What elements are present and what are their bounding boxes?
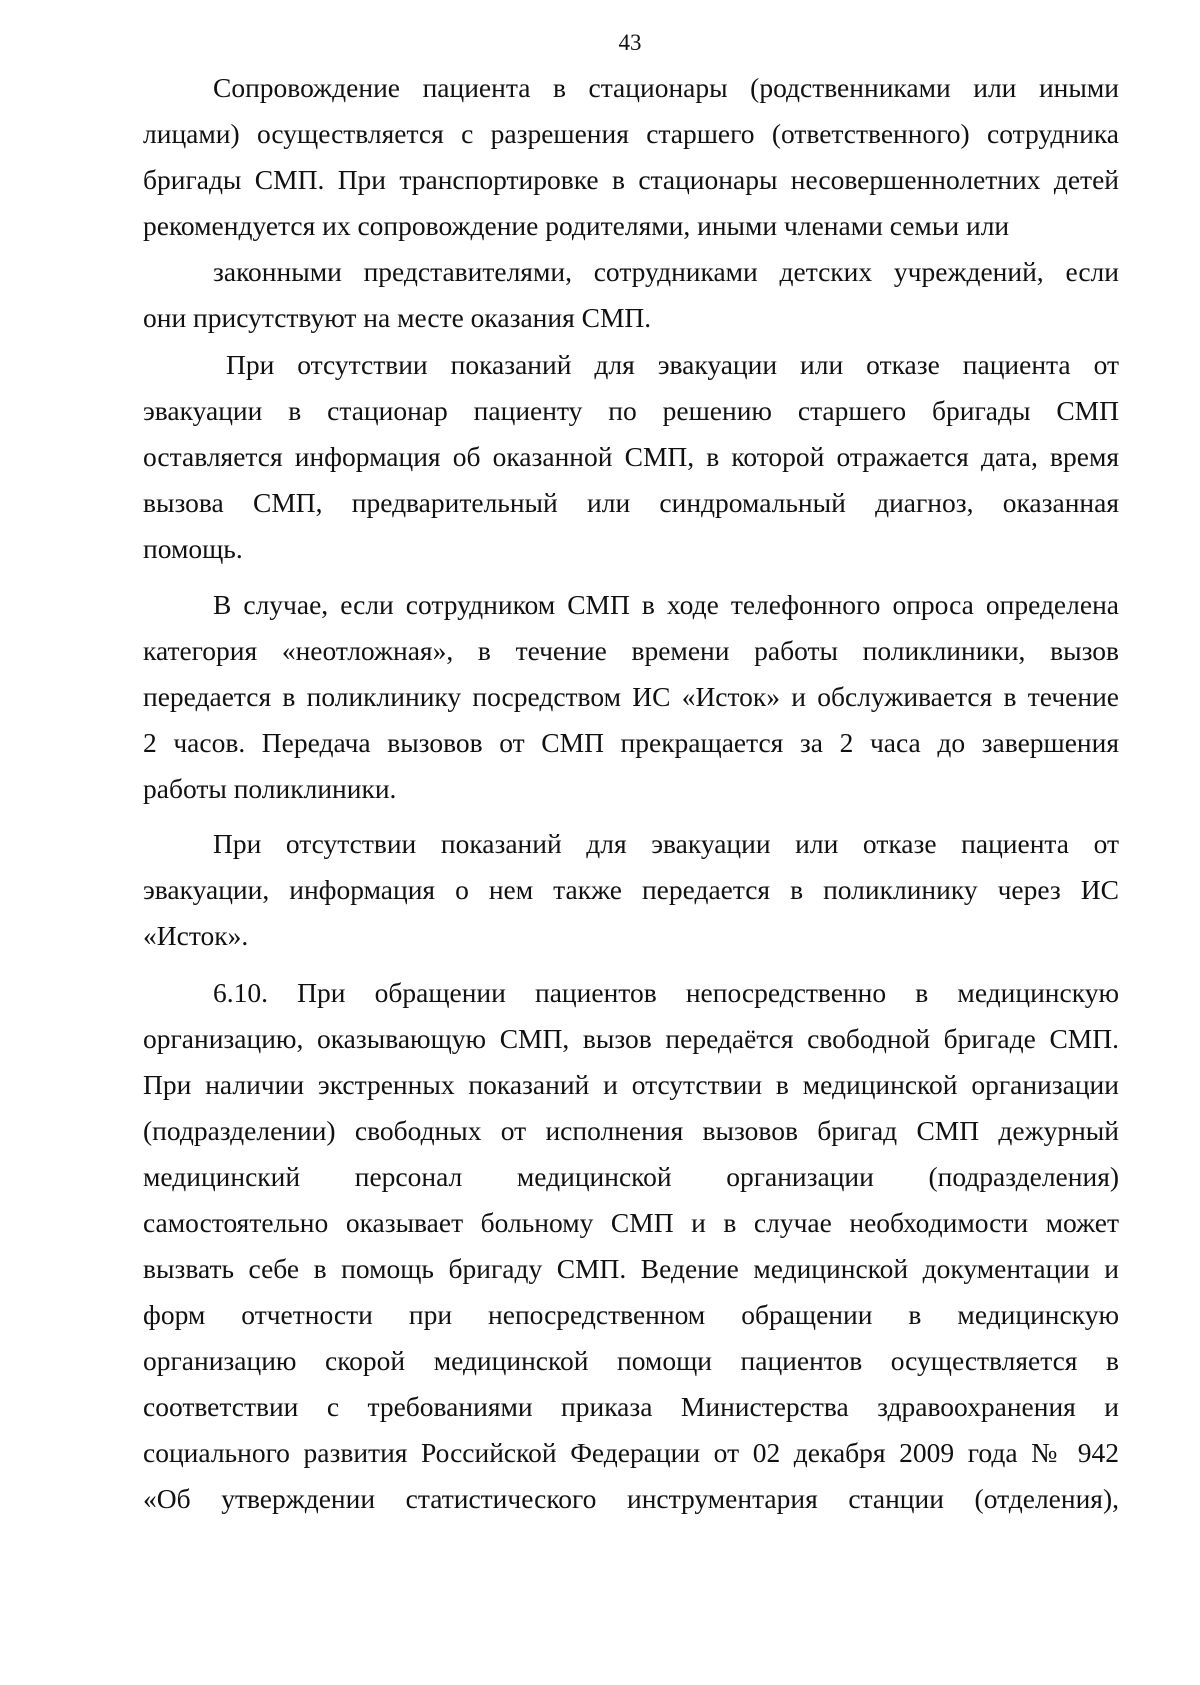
text-line: эвакуации, информация о нем также передается в поликлинику через ИС: [143, 874, 1119, 905]
text-line: вызова СМП, предварительный или синдромальный диагноз, оказанная: [143, 487, 1119, 518]
text-line: бригады СМП. При транспортировке в стационары несовершеннолетних детей: [143, 164, 1119, 195]
text-line: форм отчетности при непосредственном обращении в медицинскую: [143, 1299, 1119, 1330]
page-number: 43: [618, 30, 642, 55]
text-line: Сопровождение пациента в стационары (родственниками или иными: [213, 72, 1119, 103]
text-line: 6.10. При обращении пациентов непосредственно в медицинскую: [213, 977, 1119, 1008]
text-line: работы поликлиники.: [143, 773, 397, 804]
text-line: передается в поликлинику посредством ИС «Исток» и обслуживается в течение: [143, 681, 1119, 712]
text-line: «Исток».: [143, 920, 249, 951]
text-line: медицинский персонал медицинской организации (подразделения): [143, 1161, 1119, 1192]
text-line: При отсутствии показаний для эвакуации или отказе пациента от: [213, 828, 1119, 859]
text-line: категория «неотложная», в течение времени работы поликлиники, вызов: [143, 635, 1119, 666]
text-line: При наличии экстренных показаний и отсутствии в медицинской организации: [143, 1069, 1119, 1100]
text-line: При отсутствии показаний для эвакуации или отказе пациента от: [226, 349, 1119, 380]
text-line: вызвать себе в помощь бригаду СМП. Ведение медицинской документации и: [143, 1253, 1119, 1284]
text-line: законными представителями, сотрудниками детских учреждений, если: [213, 256, 1119, 287]
text-line: лицами) осуществляется с разрешения старшего (ответственного) сотрудника: [143, 118, 1119, 149]
text-line: «Об утверждении статистического инструментария станции (отделения),: [143, 1483, 1119, 1514]
text-line: социального развития Российской Федерации от 02 декабря 2009 года № 942: [143, 1437, 1119, 1468]
text-line: помощь.: [143, 533, 243, 564]
text-line: 2 часов. Передача вызовов от СМП прекращается за 2 часа до завершения: [143, 727, 1119, 758]
text-line: соответствии с требованиями приказа Министерства здравоохранения и: [143, 1391, 1119, 1422]
text-line: они присутствуют на месте оказания СМП.: [143, 302, 652, 333]
text-line: организацию скорой медицинской помощи пациентов осуществляется в: [143, 1345, 1119, 1376]
text-line: рекомендуется их сопровождение родителями, иными членами семьи или: [143, 210, 1010, 241]
text-line: самостоятельно оказывает больному СМП и в случае необходимости может: [143, 1207, 1119, 1238]
text-line: (подразделении) свободных от исполнения вызовов бригад СМП дежурный: [143, 1115, 1119, 1146]
text-line: организацию, оказывающую СМП, вызов передаётся свободной бригаде СМП.: [143, 1023, 1119, 1054]
text-line: эвакуации в стационар пациенту по решению старшего бригады СМП: [143, 395, 1119, 426]
text-line: В случае, если сотрудником СМП в ходе телефонного опроса определена: [213, 589, 1119, 620]
text-line: оставляется информация об оказанной СМП, в которой отражается дата, время: [143, 441, 1119, 472]
